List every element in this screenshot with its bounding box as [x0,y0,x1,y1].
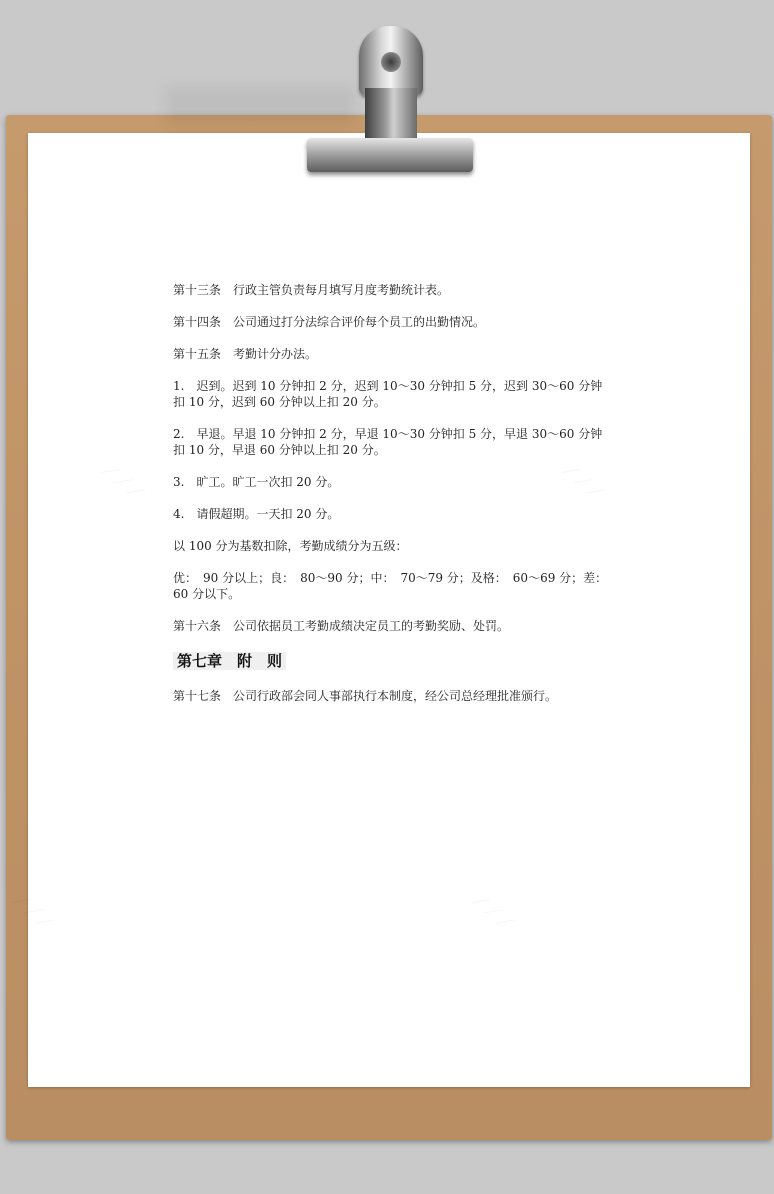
clip-ring [359,26,423,96]
score-basis: 以 100 分为基数扣除，考勤成绩分为五级： [173,539,408,553]
chapter-heading [173,650,608,672]
rule-absence: 3. 旷工。旷工一次扣 20 分。 [173,475,340,489]
rule-overdue-leave: 4. 请假超期。一天扣 20 分。 [173,507,340,521]
article-15: 第十五条 考勤计分办法。 [173,347,318,361]
article-16: 第十六条 公司依据员工考勤成绩决定员工的考勤奖励、处罚。 [173,619,510,633]
score-grades: 优： 90 分以上；良： 80～90 分；中： 70～79 分；及格： 60～69 分；差： 60 分以下。 [173,571,614,601]
article-13: 第十三条 行政主管负责每月填写月度考勤统计表。 [173,283,450,297]
article-14: 第十四条 公司通过打分法综合评价每个员工的出勤情况。 [173,315,486,329]
rule-early-leave: 2. 早退。早退 10 分钟扣 2 分，早退 10～30 分钟扣 5 分，早退 30～60 分钟扣 10 分，早退 60 分钟以上扣 20 分。 [173,427,603,457]
clip-base [307,138,473,172]
clip-neck [365,88,417,142]
chapter-heading-text: 第七章 附 则 [173,652,286,670]
binder-clip [305,26,475,176]
article-17: 第十七条 公司行政部会同人事部执行本制度，经公司总经理批准颁行。 [173,689,558,703]
clip-hole [381,52,401,72]
rule-late: 1. 迟到。迟到 10 分钟扣 2 分，迟到 10～30 分钟扣 5 分，迟到 30～60 分钟扣 10 分，迟到 60 分钟以上扣 20 分。 [173,379,603,409]
clip-shadow [165,86,355,126]
document-body [173,282,614,720]
